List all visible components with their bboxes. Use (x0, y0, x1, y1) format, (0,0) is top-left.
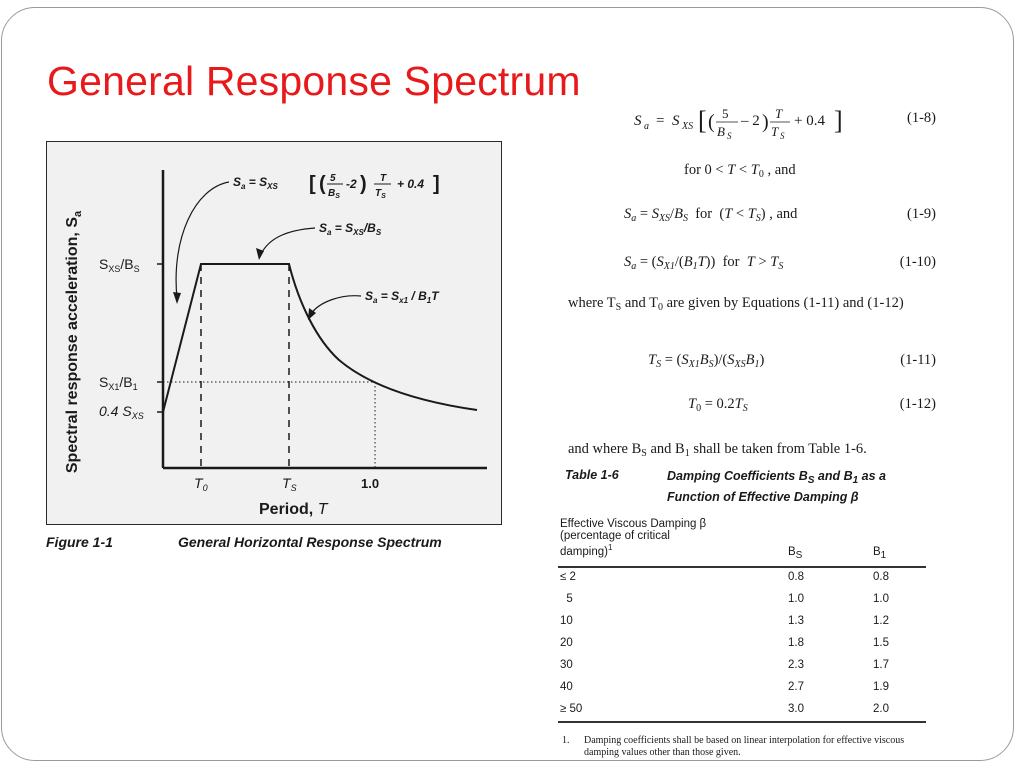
x-tick-label-ts: $T_S$ (282, 475, 297, 493)
svg-text:Sa = Sx1 / B1T: $S_a = S_{x1} / B_1T$ (365, 289, 439, 305)
equation-1-11 (560, 352, 940, 378)
table-header-b1: $B_1$ (873, 546, 887, 561)
svg-text:Sa = SXS: $S_a = S_{XS}$ (233, 175, 278, 191)
svg-text:]: ] (834, 106, 843, 135)
table-bottom-rule (558, 721, 926, 723)
table-cell-bs: 3.0 (788, 703, 804, 715)
svg-text:[: [ (309, 173, 316, 195)
table-cell-damping: 10 (560, 615, 573, 627)
spectrum-curve (163, 264, 477, 412)
svg-text:S: S (780, 131, 785, 141)
table-row (560, 678, 926, 700)
table-cell-damping: 20 (560, 637, 573, 649)
y-axis-label: Spectral response acceleration, $S_a$ (64, 210, 84, 474)
figure-caption-text: General Horizontal Response Spectrum (178, 534, 442, 550)
equation-1-12 (560, 396, 940, 422)
table-cell-bs: 2.7 (788, 681, 804, 693)
table-cell-b1: 1.7 (873, 659, 889, 671)
equation-1-9-formula: $S_a = S_{XS}/B_S$ for $(T < T_S)$ , and (624, 206, 798, 224)
svg-text:): ) (762, 111, 769, 133)
y-tick-label-sx1-b1: $S_{X1}/B_1$ (99, 374, 138, 392)
table-header (560, 518, 928, 566)
svg-text:TS: $T_S$ (375, 188, 386, 200)
table-cell-b1: 1.2 (873, 615, 889, 627)
table-cell-damping: ≥ 50 (560, 703, 583, 715)
response-spectrum-figure (46, 141, 502, 525)
equation-1-9-number: (1-9) (907, 206, 936, 222)
svg-text:+ 0.4: + 0.4 (794, 113, 825, 129)
table-cell-b1: 1.9 (873, 681, 889, 693)
ramp-annotation-arrowhead (173, 292, 181, 304)
svg-text:+ 0.4: + 0.4 (397, 177, 425, 191)
y-tick-label-04sxs: 0.4 $S_{XS}$ (99, 403, 144, 421)
svg-text:5: 5 (722, 106, 729, 121)
equation-1-11-number: (1-11) (900, 352, 936, 368)
y-tick-label-sxs-bs: $S_{XS}/B_S$ (99, 256, 140, 274)
svg-text:S: S (727, 131, 732, 141)
table-cell-bs: 2.3 (788, 659, 804, 671)
equation-1-8-formula (634, 100, 854, 144)
table-number: Table 1-6 (565, 468, 619, 482)
table-cell-bs: 1.8 (788, 637, 804, 649)
table-cell-b1: 1.0 (873, 593, 889, 605)
table-cell-b1: 2.0 (873, 703, 889, 715)
figure-caption (46, 534, 506, 552)
table-row (560, 634, 926, 656)
equation-1-8-range (560, 162, 940, 188)
table-row (560, 612, 926, 634)
svg-text:]: ] (433, 173, 440, 195)
table-cell-damping: 30 (560, 659, 573, 671)
table-footnote-number: 1. (562, 735, 570, 746)
equation-where-paragraph-1: where $T_S$ and $T_0$ are given by Equations (1-11) and (1-12) (568, 295, 904, 313)
table-title: Damping Coefficients $B_S$ and $B_1$ as a Function of Effective Damping β (667, 469, 887, 504)
slide-title: General Response Spectrum (47, 58, 581, 104)
table-cell-b1: 1.5 (873, 637, 889, 649)
svg-text:S: S (672, 113, 680, 129)
svg-text:T: T (380, 173, 387, 184)
svg-text:XS: XS (682, 121, 694, 132)
table-row (560, 656, 926, 678)
ramp-equation-annotation (233, 173, 440, 200)
equation-1-12-formula: $T_0 = 0.2T_S$ (688, 396, 748, 414)
ramp-annotation-leader (176, 182, 229, 298)
svg-text:S: S (634, 113, 642, 129)
equation-1-10 (560, 254, 940, 280)
svg-text:Sa = SXS/BS: $S_a = S_{XS}/B_S$ (319, 221, 382, 237)
svg-text:– 2: – 2 (741, 113, 760, 129)
plateau-annotation-leader (261, 228, 315, 254)
table-header-damping: Effective Viscous Damping β (percentage of critical damping)$^1$ (560, 518, 707, 558)
decay-equation-annotation (365, 289, 440, 305)
decay-annotation-leader (311, 296, 361, 314)
table-cell-damping: 5 (560, 593, 573, 605)
equation-1-9 (560, 206, 940, 232)
figure-caption-number: Figure 1-1 (46, 534, 113, 550)
svg-text:T: T (775, 106, 783, 121)
table-row (560, 700, 926, 722)
svg-text:T: T (771, 124, 779, 139)
table-row (560, 590, 926, 612)
table-cell-bs: 1.3 (788, 615, 804, 627)
table-cell-bs: 0.8 (788, 571, 804, 583)
table-footnote-text: Damping coefficients shall be based on linear interpolation for effective viscous damping values other than those given. (584, 735, 905, 758)
svg-text:a: a (644, 121, 649, 132)
equation-1-8 (560, 100, 940, 144)
x-tick-label-one: 1.0 (361, 476, 380, 491)
equation-1-12-number: (1-12) (899, 396, 936, 412)
table-cell-damping: ≤ 2 (560, 571, 576, 583)
table-row (560, 568, 926, 590)
equation-1-10-formula: $S_a = (S_{X1}/(B_1T))$ for $T > T_S$ (624, 254, 784, 272)
svg-text:=: = (656, 113, 665, 129)
table-header-bs: $B_S$ (788, 546, 803, 561)
plateau-equation-annotation (319, 221, 382, 237)
equation-where-paragraph-2: and where $B_S$ and $B_1$ shall be taken from Table 1-6. (568, 441, 867, 459)
equations-block (560, 96, 940, 466)
x-axis-label: Period, T (259, 501, 328, 518)
svg-text:[: [ (698, 106, 707, 135)
svg-text:5: 5 (330, 173, 336, 184)
x-tick-label-t0: $T_0$ (194, 475, 208, 493)
equation-1-10-number: (1-10) (899, 254, 936, 270)
equation-1-8-number: (1-8) (907, 110, 936, 126)
svg-text:): ) (360, 173, 367, 195)
response-spectrum-plot (47, 142, 503, 526)
svg-text:(: ( (708, 111, 715, 133)
svg-text:B: B (717, 124, 725, 139)
equation-1-11-formula: $T_S = (S_{X1}B_S)/(S_{XS}B_1)$ (648, 352, 765, 370)
table-cell-b1: 0.8 (873, 571, 889, 583)
svg-text:(: ( (319, 173, 326, 195)
svg-text:-2: -2 (346, 177, 357, 191)
svg-text:BS: $B_S$ (328, 188, 340, 200)
table-cell-bs: 1.0 (788, 593, 804, 605)
equation-1-8-range-text: for $0 < T < T_0$ , and (684, 162, 796, 180)
table-cell-damping: 40 (560, 681, 573, 693)
